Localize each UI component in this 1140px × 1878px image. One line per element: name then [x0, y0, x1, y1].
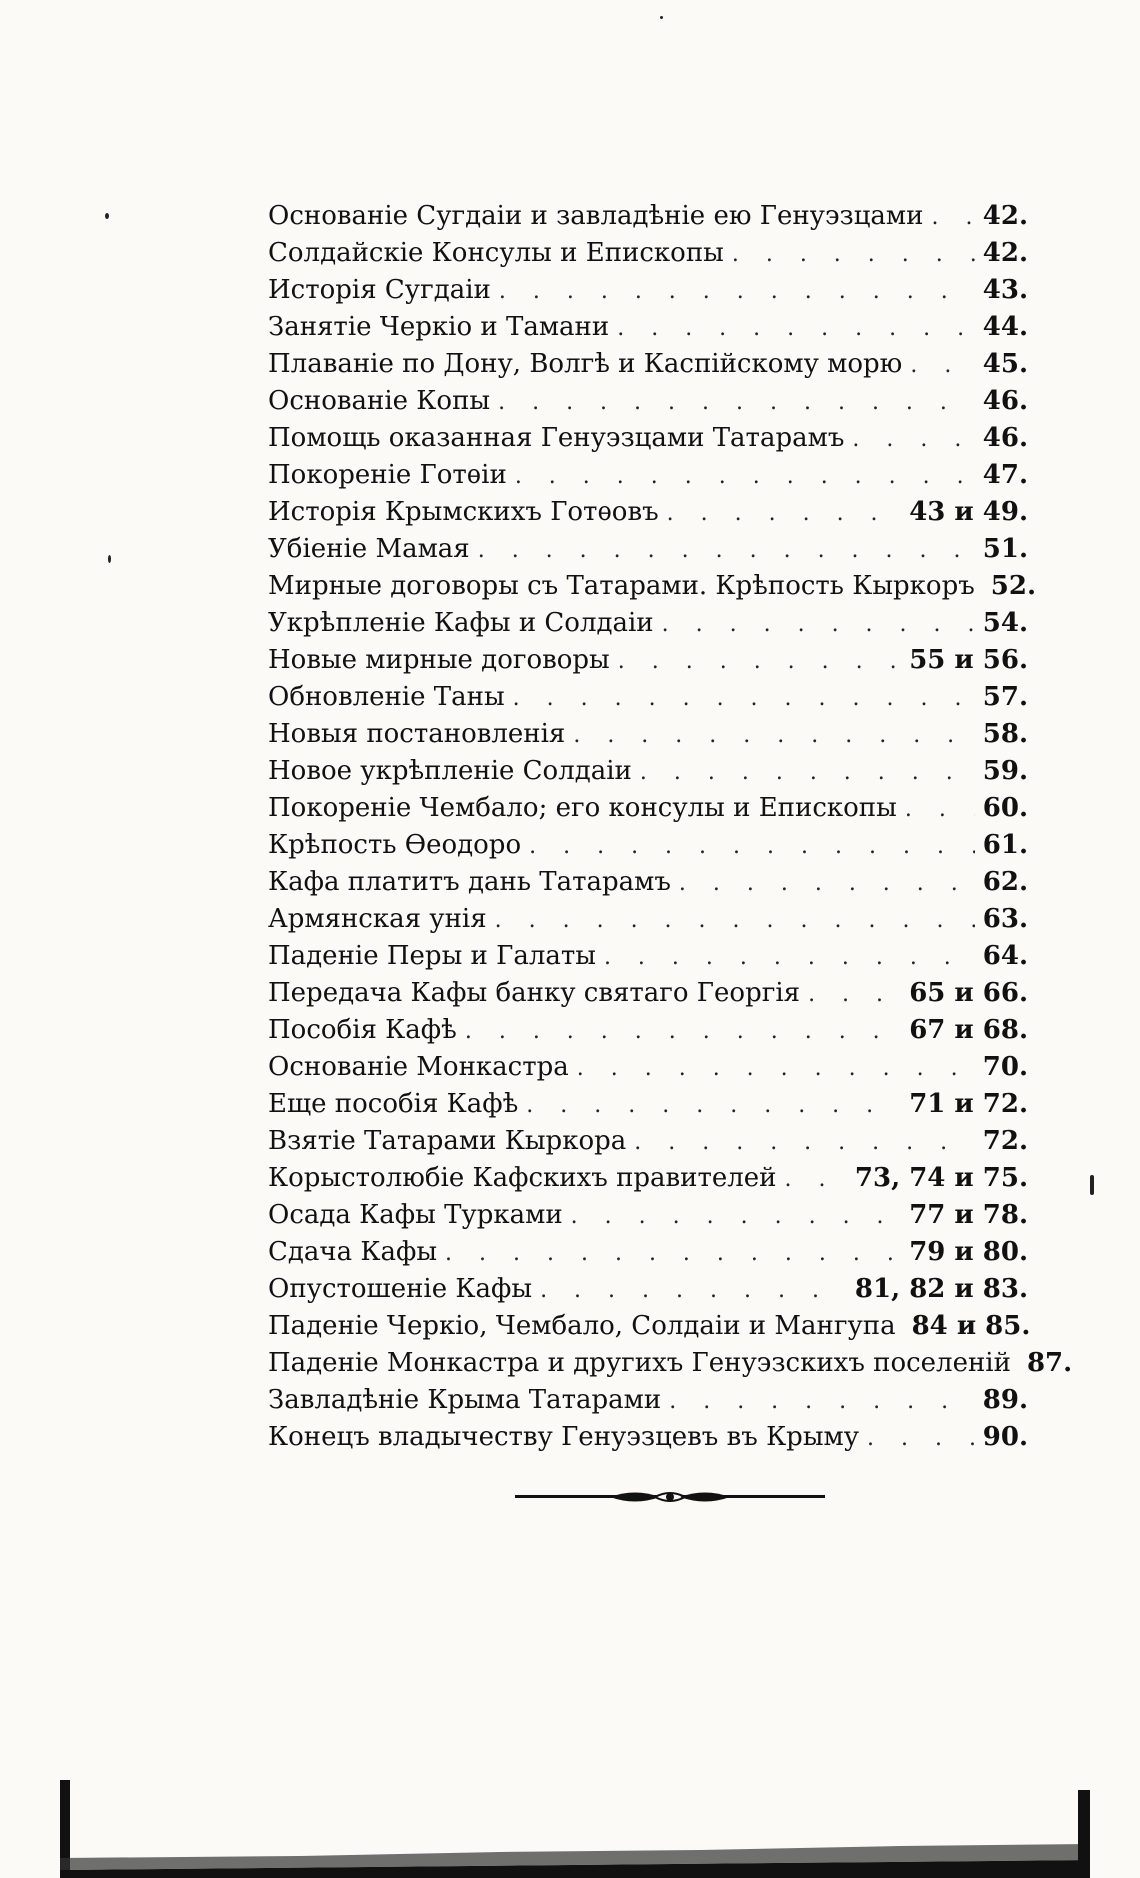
toc-entry — [268, 975, 1028, 1012]
toc-leader-dots — [905, 791, 975, 828]
toc-leader-dots — [526, 1087, 901, 1124]
ornament-divider — [515, 1486, 825, 1508]
toc-entry — [268, 1197, 1028, 1234]
toc-entry-page: 57. — [982, 682, 1028, 712]
toc-entry-title: Убіеніе Мамая — [268, 534, 470, 564]
toc-leader-dots — [808, 976, 901, 1013]
toc-entry — [268, 383, 1028, 420]
toc-entry-page: 60. — [982, 793, 1028, 823]
toc-entry — [268, 901, 1028, 938]
toc-entry — [268, 309, 1028, 346]
toc-entry-title: Паденіе Черкіо, Чембало, Солдаіи и Мангупа — [268, 1311, 896, 1341]
toc-entry-title: Исторія Сугдаіи — [268, 275, 491, 305]
toc-entry-title: Солдайскіе Консулы и Епископы — [268, 238, 724, 268]
toc-entry-page: 71 и 72. — [909, 1089, 1028, 1119]
toc-entry — [268, 827, 1028, 864]
toc-entry — [268, 235, 1028, 272]
toc-entry — [268, 1160, 1028, 1197]
toc-leader-dots — [910, 347, 974, 384]
toc-entry-title: Конецъ владычеству Генуэзцевъ въ Крыму — [268, 1422, 860, 1452]
toc-leader-dots — [495, 902, 975, 939]
toc-entry — [268, 864, 1028, 901]
toc-entry-page: 73, 74 и 75. — [854, 1163, 1028, 1193]
toc-entry-title: Завладѣніе Крыма Татарами — [268, 1385, 662, 1415]
toc-entry-page: 51. — [982, 534, 1028, 564]
toc-leader-dots — [445, 1235, 901, 1272]
toc-entry — [268, 938, 1028, 975]
toc-entry-page: 54. — [982, 608, 1028, 638]
toc-entry-title: Кафа платитъ дань Татарамъ — [268, 867, 671, 897]
toc-entry — [268, 716, 1028, 753]
toc-entry — [268, 346, 1028, 383]
toc-entry-title: Плаваніе по Дону, Волгѣ и Каспійскому морю — [268, 349, 903, 379]
toc-leader-dots — [573, 717, 974, 754]
toc-leader-dots — [785, 1161, 847, 1198]
toc-entry-page: 77 и 78. — [909, 1200, 1028, 1230]
toc-leader-dots — [852, 421, 974, 458]
toc-leader-dots — [732, 236, 975, 273]
toc-entry — [268, 568, 1036, 605]
table-of-contents — [268, 198, 1073, 1456]
toc-entry-title: Пособія Кафѣ — [268, 1015, 457, 1045]
toc-leader-dots — [498, 384, 975, 421]
toc-entry — [268, 272, 1028, 309]
toc-entry-title: Новыя постановленія — [268, 719, 566, 749]
toc-entry-title: Обновленіе Таны — [268, 682, 505, 712]
ink-speck — [105, 213, 109, 219]
toc-entry — [268, 531, 1028, 568]
toc-leader-dots — [529, 828, 975, 865]
toc-entry-page: 63. — [982, 904, 1028, 934]
toc-entry-title: Мирные договоры съ Татарами. Крѣпость Кыркоръ — [268, 571, 975, 601]
toc-entry-title: Корыстолюбіе Кафскихъ правителей — [268, 1163, 777, 1193]
toc-leader-dots — [667, 495, 902, 532]
toc-entry-page: 64. — [982, 941, 1028, 971]
toc-entry-title: Укрѣпленіе Кафы и Солдаіи — [268, 608, 654, 638]
toc-entry — [268, 1345, 1073, 1382]
toc-leader-dots — [662, 606, 975, 643]
toc-entry — [268, 679, 1028, 716]
toc-entry-title: Передача Кафы банку святаго Георгія — [268, 978, 801, 1008]
toc-leader-dots — [931, 199, 974, 236]
toc-entry-page: 58. — [982, 719, 1028, 749]
toc-leader-dots — [640, 754, 975, 791]
toc-entry — [268, 1086, 1028, 1123]
toc-entry-title: Взятіе Татарами Кыркора — [268, 1126, 627, 1156]
toc-entry — [268, 420, 1028, 457]
toc-entry — [268, 494, 1028, 531]
toc-entry — [268, 1049, 1028, 1086]
toc-entry-page: 81, 82 и 83. — [854, 1274, 1028, 1304]
toc-entry-title: Крѣпость Ѳеодоро — [268, 830, 522, 860]
toc-entry-page: 43 и 49. — [909, 497, 1028, 527]
toc-entry-title: Армянская унія — [268, 904, 487, 934]
toc-entry-page: 42. — [982, 238, 1028, 268]
ink-speck — [1090, 1175, 1094, 1195]
toc-entry — [268, 1123, 1028, 1160]
toc-entry-page: 79 и 80. — [909, 1237, 1028, 1267]
toc-entry-title: Занятіе Черкіо и Тамани — [268, 312, 610, 342]
toc-entry-title: Основаніе Сугдаіи и завладѣніе ею Генуэзцами — [268, 201, 924, 231]
toc-entry-page: 43. — [982, 275, 1028, 305]
toc-leader-dots — [617, 310, 975, 347]
toc-entry — [268, 198, 1028, 235]
toc-entry-page: 61. — [982, 830, 1028, 860]
toc-entry-title: Осада Кафы Турками — [268, 1200, 563, 1230]
ink-speck — [108, 555, 111, 563]
toc-leader-dots — [499, 273, 975, 310]
toc-entry-page: 59. — [982, 756, 1028, 786]
ink-speck — [660, 16, 663, 19]
toc-entry-page: 67 и 68. — [909, 1015, 1028, 1045]
toc-entry-title: Паденіе Перы и Галаты — [268, 941, 596, 971]
toc-leader-dots — [669, 1383, 975, 1420]
toc-entry-page: 90. — [982, 1422, 1028, 1452]
toc-entry-page: 87. — [1026, 1348, 1073, 1378]
toc-leader-dots — [867, 1420, 975, 1457]
toc-entry — [268, 1271, 1028, 1308]
toc-entry-title: Покореніе Чембало; его консулы и Епископы — [268, 793, 897, 823]
toc-entry-title: Еще пособія Кафѣ — [268, 1089, 519, 1119]
toc-entry-title: Исторія Крымскихъ Готѳовъ — [268, 497, 659, 527]
toc-entry — [268, 1382, 1028, 1419]
toc-leader-dots — [571, 1198, 902, 1235]
toc-entry-page: 52. — [990, 571, 1036, 601]
toc-leader-dots — [634, 1124, 975, 1161]
toc-leader-dots — [618, 643, 901, 680]
toc-leader-dots — [465, 1013, 901, 1050]
toc-entry — [268, 1419, 1028, 1456]
toc-entry — [268, 753, 1028, 790]
toc-leader-dots — [540, 1272, 847, 1309]
toc-entry — [268, 642, 1028, 679]
toc-entry-title: Сдача Кафы — [268, 1237, 438, 1267]
toc-entry-page: 47. — [982, 460, 1028, 490]
toc-entry-title: Покореніе Готѳіи — [268, 460, 507, 490]
toc-leader-dots — [515, 458, 975, 495]
toc-leader-dots — [513, 680, 975, 717]
toc-entry — [268, 1012, 1028, 1049]
toc-entry-page: 62. — [982, 867, 1028, 897]
toc-leader-dots — [604, 939, 975, 976]
toc-entry — [268, 1308, 1031, 1345]
toc-entry-title: Новые мирные договоры — [268, 645, 610, 675]
toc-entry — [268, 605, 1028, 642]
toc-entry-page: 42. — [982, 201, 1028, 231]
toc-entry — [268, 790, 1028, 827]
toc-entry-title: Основаніе Копы — [268, 386, 491, 416]
toc-entry-page: 84 и 85. — [911, 1311, 1031, 1341]
toc-entry-title: Новое укрѣпленіе Солдаіи — [268, 756, 632, 786]
toc-entry-title: Опустошеніе Кафы — [268, 1274, 533, 1304]
toc-entry-page: 45. — [982, 349, 1028, 379]
toc-entry-page: 65 и 66. — [909, 978, 1028, 1008]
toc-entry-title: Паденіе Монкастра и другихъ Генуэзскихъ поселеній — [268, 1348, 1011, 1378]
toc-entry-page: 55 и 56. — [909, 645, 1028, 675]
toc-entry — [268, 457, 1028, 494]
toc-entry-page: 72. — [982, 1126, 1028, 1156]
toc-entry-page: 46. — [982, 386, 1028, 416]
toc-entry-page: 89. — [982, 1385, 1028, 1415]
toc-leader-dots — [577, 1050, 975, 1087]
toc-leader-dots — [478, 532, 975, 569]
toc-entry-page: 46. — [982, 423, 1028, 453]
toc-entry-page: 70. — [982, 1052, 1028, 1082]
toc-entry-page: 44. — [982, 312, 1028, 342]
bottom-page-edge — [0, 1760, 1140, 1878]
toc-leader-dots — [679, 865, 975, 902]
toc-entry-title: Основаніе Монкастра — [268, 1052, 569, 1082]
toc-entry-title: Помощь оказанная Генуэзцами Татарамъ — [268, 423, 845, 453]
toc-entry — [268, 1234, 1028, 1271]
